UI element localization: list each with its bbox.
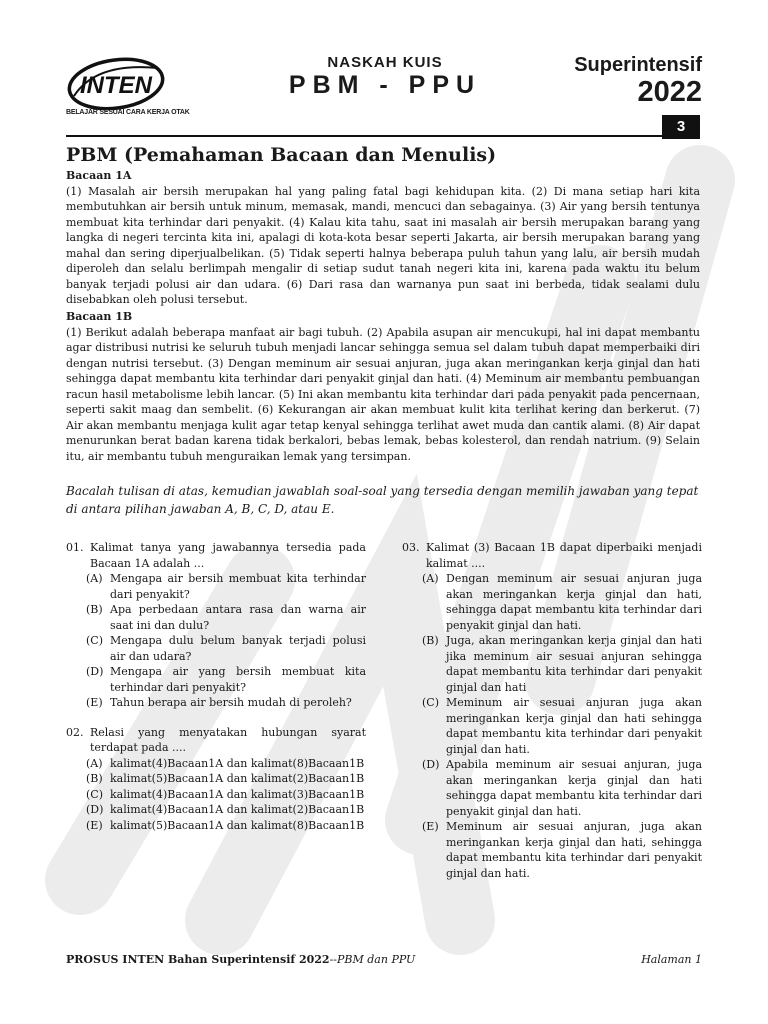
questions-left-column xyxy=(66,540,366,847)
questions-right-column xyxy=(402,540,702,895)
passage-1b xyxy=(66,309,700,464)
option-text: kalimat(5)Bacaan1A dan kalimat(8)Bacaan1B xyxy=(110,818,365,832)
logo-tagline: BELAJAR SESUAI CARA KERJA OTAK xyxy=(66,109,190,116)
option-letter: (D) xyxy=(422,758,440,771)
option-letter: (B) xyxy=(86,603,103,616)
page-title: PBM (Pemahaman Bacaan dan Menulis) xyxy=(66,144,497,166)
footer-separator: -- xyxy=(329,953,338,966)
option-text: Tahun berapa air bersih mudah di peroleh? xyxy=(110,696,352,709)
answer-option xyxy=(66,633,366,664)
option-text: kalimat(4)Bacaan1A dan kalimat(3)Bacaan1B xyxy=(110,787,365,801)
question-item xyxy=(402,540,702,881)
instruction-text: Bacalah tulisan di atas, kemudian jawablah soal-soal yang tersedia dengan memilih jawaban yang tepat di antara pilihan jawaban A, B, C, D, atau E. xyxy=(66,484,699,516)
passage-text: (1) Berikut adalah beberapa manfaat air bagi tubuh. (2) Apabila asupan air mencukupi, hal ini dapat membantu agar distribusi nutrisi ke seluruh tubuh menjadi lancar sehingga semua sel dalam tubuh dapat memperbaiki diri dengan nutrisi tersebut. (3) Dengan meminum air sesuai anjuran, juga akan meringankan kerja ginjal dan hati sehingga dapat membantu kita terhindar dari penyakit ginjal dan hati. (4) Meminum air membantu pembuangan racun hasil metabolisme lebih lancar. (5) Ini akan membantu kita terhindar dari pada penyakit pada pencernaan, seperti sakit maag dan sembelit. (6) Kekurangan air akan membuat kulit kita terlihat kering dan berkerut. (7) Air akan membantu menjaga kulit agar tetap kenyal sehingga terlihat awet muda dan cantik alami. (8) Air dapat menurunkan berat badan karena tidak berkalori, bebas lemak, bebas kolesterol, dan rendah natrium. (9) Selain itu, air membantu tubuh menguraikan lemak yang tersimpan. xyxy=(66,325,700,463)
option-text: kalimat(5)Bacaan1A dan kalimat(2)Bacaan1B xyxy=(110,772,365,785)
option-letter: (C) xyxy=(86,634,103,647)
answer-option xyxy=(402,571,702,633)
option-text: Dengan meminum air sesuai anjuran juga akan meringankan kerja ginjal dan hati, sehingga dapat membantu kita terhindar dari penyakit ginjal dan hati. xyxy=(446,572,702,632)
answer-option xyxy=(66,664,366,695)
option-letter: (E) xyxy=(86,696,103,709)
answer-option xyxy=(402,633,702,695)
answer-option xyxy=(66,571,366,602)
option-letter: (D) xyxy=(86,803,104,816)
answer-option xyxy=(402,819,702,881)
footer-left xyxy=(66,953,415,966)
answer-option xyxy=(66,787,366,803)
option-text: Apabila meminum air sesuai anjuran, juga akan meringankan kerja ginjal dan hati sehingga dapat membantu kita terhindar dari penyakit ginjal dan hati. xyxy=(446,758,702,818)
option-text: Mengapa air bersih membuat kita terhindar dari penyakit? xyxy=(110,572,366,601)
option-letter: (A) xyxy=(86,572,103,585)
option-letter: (B) xyxy=(422,634,439,647)
question-number: 01. xyxy=(66,541,84,554)
question-number: 02. xyxy=(66,725,84,739)
question-text: Kalimat tanya yang jawabannya tersedia pada Bacaan 1A adalah ... xyxy=(90,541,366,570)
option-letter: (C) xyxy=(422,696,439,709)
option-text: kalimat(4)Bacaan1A dan kalimat(2)Bacaan1B xyxy=(110,803,365,816)
number-badge: 3 xyxy=(662,115,700,139)
option-letter: (E) xyxy=(422,820,439,833)
question-number: 03. xyxy=(402,541,420,554)
option-text: Apa perbedaan antara rasa dan warna air saat ini dan dulu? xyxy=(110,603,366,632)
answer-option xyxy=(66,756,366,772)
option-letter: (E) xyxy=(86,818,103,832)
naskah-label: NASKAH KUIS xyxy=(327,54,443,71)
footer-source: PROSUS INTEN Bahan Superintensif 2022 xyxy=(66,953,330,966)
answer-option xyxy=(66,771,366,787)
answer-option xyxy=(402,695,702,757)
answer-option xyxy=(66,695,366,711)
option-text: Mengapa dulu belum banyak terjadi polusi air dan udara? xyxy=(110,634,366,663)
question-text: Kalimat (3) Bacaan 1B dapat diperbaiki menjadi kalimat .... xyxy=(426,541,702,570)
question-item xyxy=(66,540,366,711)
passage-text: (1) Masalah air bersih merupakan hal yang paling fatal bagi kehidupan kita. (2) Di mana setiap hari kita membutuhkan air bersih untuk minum, memasak, mandi, mencuci dan sebagainya. (3) Air yang bersih tentunya membuat kita terhindar dari penyakit. (4) Kalau kita tahu, saat ini masalah air bersih merupakan barang yang langka di negeri tercinta kita ini, apalagi di kota-kota besar seperti Jakarta, air bersih merupakan barang yang mahal dan sering diperjualbelikan. (5) Tidak seperti halnya beberapa puluh tahun yang lalu, air bersih mudah diperoleh dan selalu berlimpah mengalir di setiap sudut tanah negeri kita ini, karena pada waktu itu belum banyak terjadi polusi air dan udara. (6) Dari rasa dan warnanya pun saat ini berbeda, tidak sealami dulu disebabkan oleh polusi tersebut. xyxy=(66,184,700,306)
question-item xyxy=(66,725,366,834)
header-center xyxy=(280,54,490,100)
footer-subject: PBM dan PPU xyxy=(337,953,416,966)
passage-heading: Bacaan 1A xyxy=(66,169,132,182)
question-stem xyxy=(402,540,702,571)
footer-page-number: Halaman 1 xyxy=(641,953,702,966)
answer-option xyxy=(66,818,366,834)
option-letter: (A) xyxy=(422,572,439,585)
option-text: Mengapa air yang bersih membuat kita terhindar dari penyakit? xyxy=(110,665,366,694)
answer-option xyxy=(66,602,366,633)
question-stem xyxy=(66,540,366,571)
option-text: kalimat(4)Bacaan1A dan kalimat(8)Bacaan1B xyxy=(110,756,365,770)
option-text: Meminum air sesuai anjuran juga akan meringankan kerja ginjal dan hati sehingga dapat membantu kita terhindar dari penyakit ginjal dan hati. xyxy=(446,696,702,756)
series-label: Superintensif xyxy=(574,54,702,76)
option-letter: (D) xyxy=(86,665,104,678)
passage-heading: Bacaan 1B xyxy=(66,310,133,323)
year-label: 2022 xyxy=(637,76,702,108)
answer-option xyxy=(66,802,366,818)
question-text: Relasi yang menyatakan hubungan syarat terdapat pada .... xyxy=(90,725,366,754)
option-letter: (C) xyxy=(86,787,103,801)
option-text: Meminum air sesuai anjuran, juga akan meringankan kerja ginjal dan hati, sehingga dapat membantu kita terhindar dari penyakit ginjal dan hati. xyxy=(446,820,702,880)
program-label: PBM - PPU xyxy=(288,71,482,99)
answer-option xyxy=(402,757,702,819)
header-rule xyxy=(66,135,662,137)
option-text: Juga, akan meringankan kerja ginjal dan hati jika meminum air sesuai anjuran sehingga dapat membantu kita terhindar dari penyakit ginjal dan hati xyxy=(446,634,702,694)
question-stem xyxy=(66,725,366,756)
logo-text: INTEN xyxy=(80,72,152,99)
option-letter: (B) xyxy=(86,772,103,785)
header-right xyxy=(574,54,702,107)
option-letter: (A) xyxy=(86,756,103,770)
inten-logo xyxy=(66,56,170,112)
passage-1a xyxy=(66,168,700,308)
